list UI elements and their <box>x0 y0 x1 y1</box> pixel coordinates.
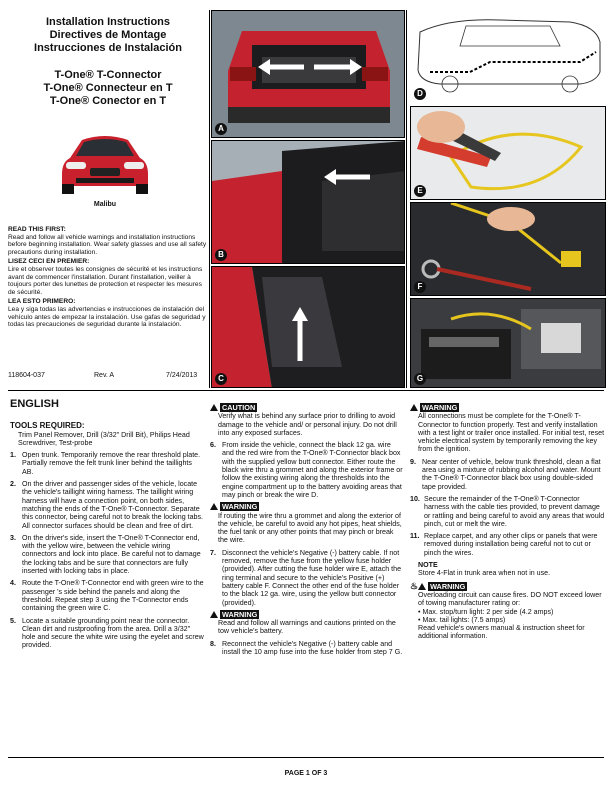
read-first-es-text: Lea y siga todas las advertencias e instrucciones de instalación del vehículo antes de empezar la instalación. Use gafas de seguridad y todas las precauciones de seguridad durante la instalación. <box>8 305 206 329</box>
step-4: 4. Route the T-One® T-Connector end with green wire to the passenger 's side behind the panels and along the threshold. Repeat step 3 using the T-Connector ends containing the green wire C. <box>10 579 204 613</box>
section-heading: ENGLISH <box>10 398 59 410</box>
warning-triangle-icon <box>410 404 418 411</box>
diagram-d-label: D <box>414 88 426 100</box>
step-5-text: Locate a suitable grounding point near the connector. Clean dirt and rustproofing from the area. Drill a 3/32" hole and secure the white wire using the eyelet and screw provided. <box>22 616 204 650</box>
warning-3-label: WARNING <box>410 404 606 412</box>
warning-4-bullet-2: • Max. tail lights: (7.5 amps) <box>418 615 506 624</box>
step-8: 8. Reconnect the vehicle's Negative (-) battery cable and install the 10 amp fuse into the fuse holder from step 7 G. <box>210 639 403 657</box>
photo-e-label: E <box>414 185 426 197</box>
title-es: Instrucciones de Instalación <box>34 42 182 54</box>
product-fr: T-One® Connecteur en T <box>43 82 173 94</box>
title-block <box>8 16 208 108</box>
divider-left <box>209 10 210 388</box>
step-9: 9. Near center of vehicle, below trunk threshold, clean a flat area using a mixture of rubbing alcohol and water. Mount the T-One® T-Connector black box using double-sided tape provided. <box>410 457 601 491</box>
step-2-text: On the driver and passenger sides of the vehicle, locate the vehicle's taillight wiring harness. The taillight wiring harness will have a connection point, on both sides, matching the ends of the T-One® T-Connector. Separate this connector, being careful not to break the locking tabs. All connector surfaces should be clean and free of dirt. <box>22 480 204 530</box>
diagram-d <box>410 12 606 102</box>
warning-triangle-icon <box>210 404 218 411</box>
column-middle <box>210 402 404 660</box>
photo-e <box>410 106 606 200</box>
warning-1-label: WARNING <box>210 503 404 511</box>
step-1: 1. Open trunk. Temporarily remove the rear threshold plate. Partially remove the felt trunk liner behind the taillights AB. <box>10 451 201 476</box>
step-7: 7. Disconnect the vehicle's Negative (-) battery cable. If not removed, remove the fuse from the yellow fuse holder (provided). After cutting the fuse holder wire E, attach the ring terminal and secure to the vehicle's Positive (+) battery cable F. Connect the other end of the fuse holder to the black 12 ga. wire, using the yellow butt connector (provided). <box>210 548 402 607</box>
note-label: NOTE <box>418 561 438 570</box>
warning-triangle-icon <box>418 583 426 590</box>
step-10: 10. Secure the remainder of the T-One® T-Connector harness with the cable ties provided, to prevent damage or rattling and being careful to avoid any areas that would pinch, cut or melt the wire. <box>410 494 605 528</box>
title-fr: Directives de Montage <box>49 29 167 41</box>
caution-label: CAUTION <box>210 404 404 412</box>
note-text: Store 4-Flat in trunk area when not in use. <box>418 569 551 578</box>
revision: Rev. A <box>94 372 115 379</box>
warning-4-tail: Read vehicle's owners manual & instruction sheet for additional information. <box>418 624 585 641</box>
column-english <box>10 400 204 654</box>
read-first-en-text: Read and follow all vehicle warnings and installation instructions before beginning installation. Wear safety glasses and use all safety precautions during installation. <box>8 233 207 256</box>
read-first-es-title: LEA ESTO PRIMERO: <box>8 298 76 306</box>
step-6: 6. From inside the vehicle, connect the black 12 ga. wire and the red wire from the T-One® T-Connector black box with the supplied yellow butt connector. Either route the black wire thru a grommet and along the exterior frame or follow the existing wiring along the thresholds into the engine compartment up to the battery avoiding areas that may pinch or break the wire D. <box>210 441 403 499</box>
photo-a <box>211 10 405 138</box>
step-3-text: On the driver's side, insert the T-One® T-Connector end, with the yellow wire, between the vehicle wiring connectors and lock into place. Be careful not to damage the locking tabs and be sure that connectors are fully inserted with locking tabs in place. <box>22 533 201 576</box>
read-first-fr-text: Lire et observer toutes les consignes de sécurité et les instructions avant de commencer l'installation. Durant l'installation, veiller à toujours porter des lunettes de protection et respecter les mesures de sécurité. <box>8 265 203 296</box>
warning-2-text: Read and follow all warnings and cautions printed on the tow vehicle's battery. <box>218 619 396 636</box>
photo-f-label: F <box>414 281 426 293</box>
step-3: 3. On the driver's side, insert the T-One® T-Connector end, with the yellow wire, between the vehicle wiring connectors and lock into place. Be careful not to damage the locking tabs and be sure that connectors are fully inserted with locking tabs in place. <box>10 533 201 576</box>
photo-b <box>211 140 405 264</box>
warning-triangle-icon <box>210 611 218 618</box>
divider-horizontal <box>8 390 604 391</box>
read-first-fr-title: LISEZ CECI EN PREMIER: <box>8 258 90 266</box>
warning-2-label: WARNING <box>210 611 404 619</box>
part-number: 118604-037 <box>8 372 45 379</box>
doc-date: 7/24/2013 <box>166 372 198 379</box>
step-4-text: Route the T-One® T-Connector end with green wire to the passenger 's side behind the panels and along the threshold. Repeat step 3 using the T-Connector ends containing the green wire C. <box>22 579 204 613</box>
warning-triangle-icon <box>210 503 218 510</box>
product-en: T-One® T-Connector <box>54 69 162 81</box>
page-number: PAGE 1 OF 3 <box>284 770 328 777</box>
step-5: 5. Locate a suitable grounding point near the connector. Clean dirt and rustproofing from the area. Drill a 3/32" hole and secure the white wire using the eyelet and screw provided. <box>10 616 204 650</box>
photo-f <box>410 202 606 296</box>
step-1-text: Open trunk. Temporarily remove the rear threshold plate. Partially remove the felt trunk liner behind the taillights AB. <box>22 451 201 476</box>
photo-c-label: C <box>215 373 227 385</box>
tools-text: Trim Panel Remover, Drill (3/32" Drill Bit), Philips Head Screwdriver, Test-probe <box>18 430 190 447</box>
photo-c <box>211 266 405 388</box>
read-first-box <box>8 224 208 329</box>
title-en: Installation Instructions <box>45 16 171 28</box>
photo-g-label: G <box>414 373 426 385</box>
caution-text: Verify what is behind any surface prior to drilling to avoid damage to the vehicle and/ or personal injury. Do not drill into any exposed surfaces. <box>218 412 397 437</box>
step-11: 11. Replace carpet, and any other clips or panels that were removed during installation being careful not to cut or pinch the wires. <box>410 532 598 557</box>
car-front-image <box>56 128 154 196</box>
warning-4-text: Overloading circuit can cause fires. DO NOT exceed lower of towing manufacturer rating or: <box>418 590 602 608</box>
read-first-en-title: READ THIS FIRST: <box>8 226 66 233</box>
tools-title: TOOLS REQUIRED: <box>10 421 85 431</box>
divider-mid <box>406 10 407 388</box>
warning-4-label: ♨ WARNING <box>410 580 466 591</box>
column-right <box>410 402 606 641</box>
photo-b-label: B <box>215 249 227 261</box>
warning-3-text: All connections must be complete for the T-One® T-Connector to function properly. Test and verify installation with a test light or trailer once installed. For initial test, reset vehicle electrical system by temporarily removing the key from the ignition. <box>418 412 605 454</box>
photo-g <box>410 298 606 388</box>
photo-a-label: A <box>215 123 227 135</box>
car-caption: Malibu <box>93 201 117 208</box>
fire-icon: ♨ <box>410 580 419 591</box>
warning-4-bullet-1: • Max. stop/turn light: 2 per side (4.2 amps) <box>418 607 554 616</box>
product-es: T-One® Conector en T <box>49 95 167 107</box>
step-2: 2. On the driver and passenger sides of the vehicle, locate the vehicle's taillight wiring harness. The taillight wiring harness will have a connection point, on both sides, matching the ends of the T-One® T-Connector. Separate this connector, being careful not to break the locking tabs. All connector surfaces should be clean and free of dirt. <box>10 480 204 530</box>
warning-1-text: If routing the wire thru a grommet and along the exterior of the vehicle, be careful to avoid any hot pipes, heat shields, the fuel tank or any other points that may pinch or break the wire. <box>218 511 402 545</box>
footer-line-left <box>8 757 604 758</box>
